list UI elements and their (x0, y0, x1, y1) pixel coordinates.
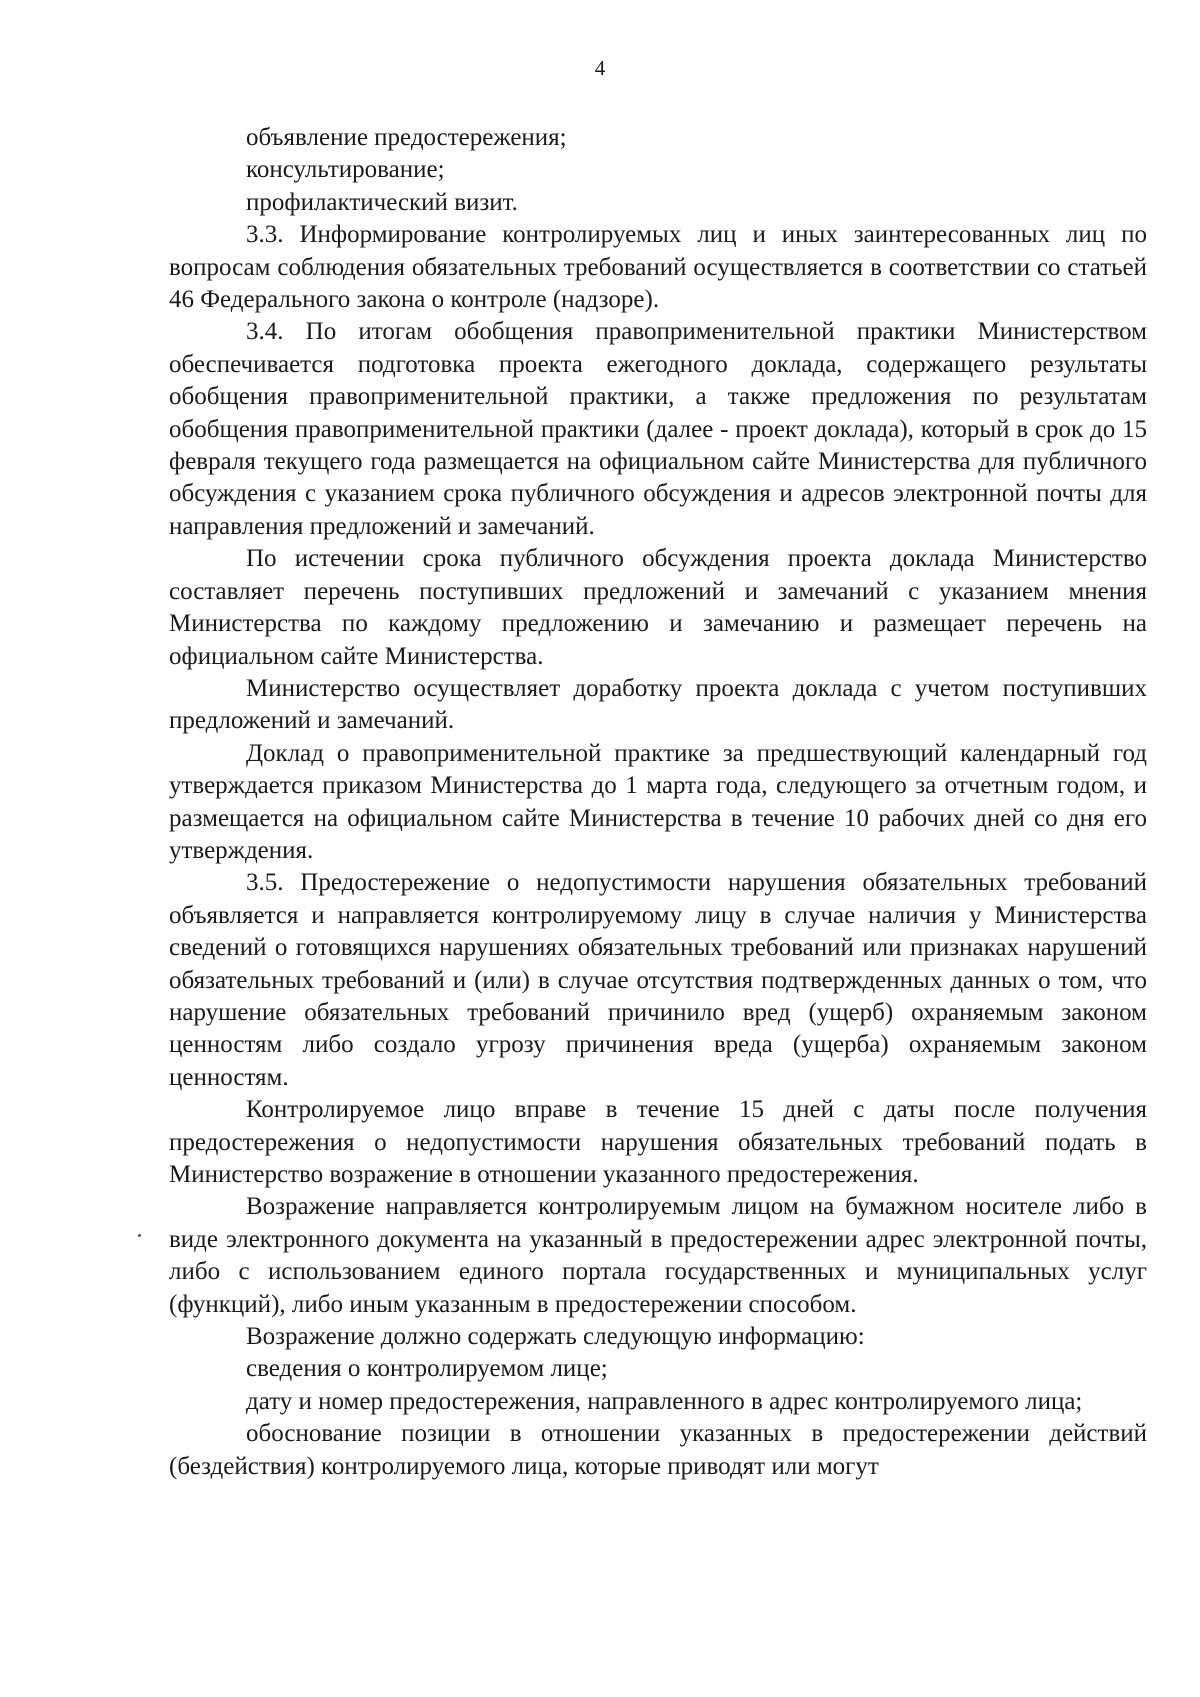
document-body (169, 122, 1147, 1483)
paragraph-objection-item-date: дату и номер предостережения, направленного в адрес контролируемого лица; (246, 1387, 1083, 1415)
paragraph-objection-item-entity: сведения о контролируемом лице; (246, 1355, 608, 1383)
paragraph-report-approval: Доклад о правоприменительной практике за предшествующий календарный год утверждается приказом Министерства до 1 марта года, следующего за отчетным годом, и размещается на официальном сайте Министерства в течение 10 рабочих дней со дня его утверждения. (169, 739, 1147, 864)
page-number: 4 (594, 56, 606, 80)
paragraph-3-4: 3.4. По итогам обобщения правоприменительной практики Министерством обеспечивается подготовка проекта ежегодного доклада, содержащего результаты обобщения правоприменительной практики, а также предложения по результатам обобщения правоприменительной практики (далее - проект доклада), который в срок до 15 февраля текущего года размещается на официальном сайте Министерства для публичного обсуждения с указанием срока публичного обсуждения и адресов электронной почты для направления предложений и замечаний. (169, 318, 1147, 540)
paragraph-list-item-consulting: консультирование; (246, 156, 445, 184)
paragraph-list-item-visit: профилактический визит. (246, 188, 518, 216)
paragraph-objection-right: Контролируемое лицо вправе в течение 15 дней с даты после получения предостережения о недопустимости нарушения обязательных требований подать в Министерство возражение в отношении указанного предостережения. (169, 1096, 1147, 1188)
paragraph-3-3: 3.3. Информирование контролируемых лиц и иных заинтересованных лиц по вопросам соблюдения обязательных требований осуществляется в соответствии со статьей 46 Федерального закона о контроле (надзоре). (169, 221, 1147, 314)
paragraph-revision: Министерство осуществляет доработку проекта доклада с учетом поступивших предложений и замечаний. (169, 674, 1147, 735)
paragraph-public-discussion: По истечении срока публичного обсуждения проекта доклада Министерство составляет перечень поступивших предложений и замечаний с указанием мнения Министерства по каждому предложению и замечанию и размещает перечень на официальном сайте Министерства. (169, 545, 1147, 670)
paragraph-objection-delivery: Возражение направляется контролируемым лицом на бумажном носителе либо в виде электронного документа на указанный в предостережении адрес электронной почты, либо с использованием единого портала государственных и муниципальных услуг (функций), либо иным указанным в предостережении способом. (169, 1193, 1147, 1318)
paragraph-objection-item-justification: обоснование позиции в отношении указанных в предостережении действий (бездействия) контролируемого лица, которые приводят или могут (169, 1420, 1147, 1480)
paragraph-3-5: 3.5. Предостережение о недопустимости нарушения обязательных требований объявляется и направляется контролируемому лицу в случае наличия у Министерства сведений о готовящихся нарушениях обязательных требований или признаках нарушений обязательных требований и (или) в случае отсутствия подтвержденных данных о том, что нарушение обязательных требований причинило вред (ущерб) охраняемым законом ценностям либо создало угрозу причинения вреда (ущерба) охраняемым законом ценностям. (169, 869, 1147, 1091)
paragraph-objection-content: Возражение должно содержать следующую информацию: (246, 1323, 865, 1351)
paragraph-list-item-warning: объявление предостережения; (246, 124, 567, 151)
scan-speck (138, 1234, 141, 1237)
